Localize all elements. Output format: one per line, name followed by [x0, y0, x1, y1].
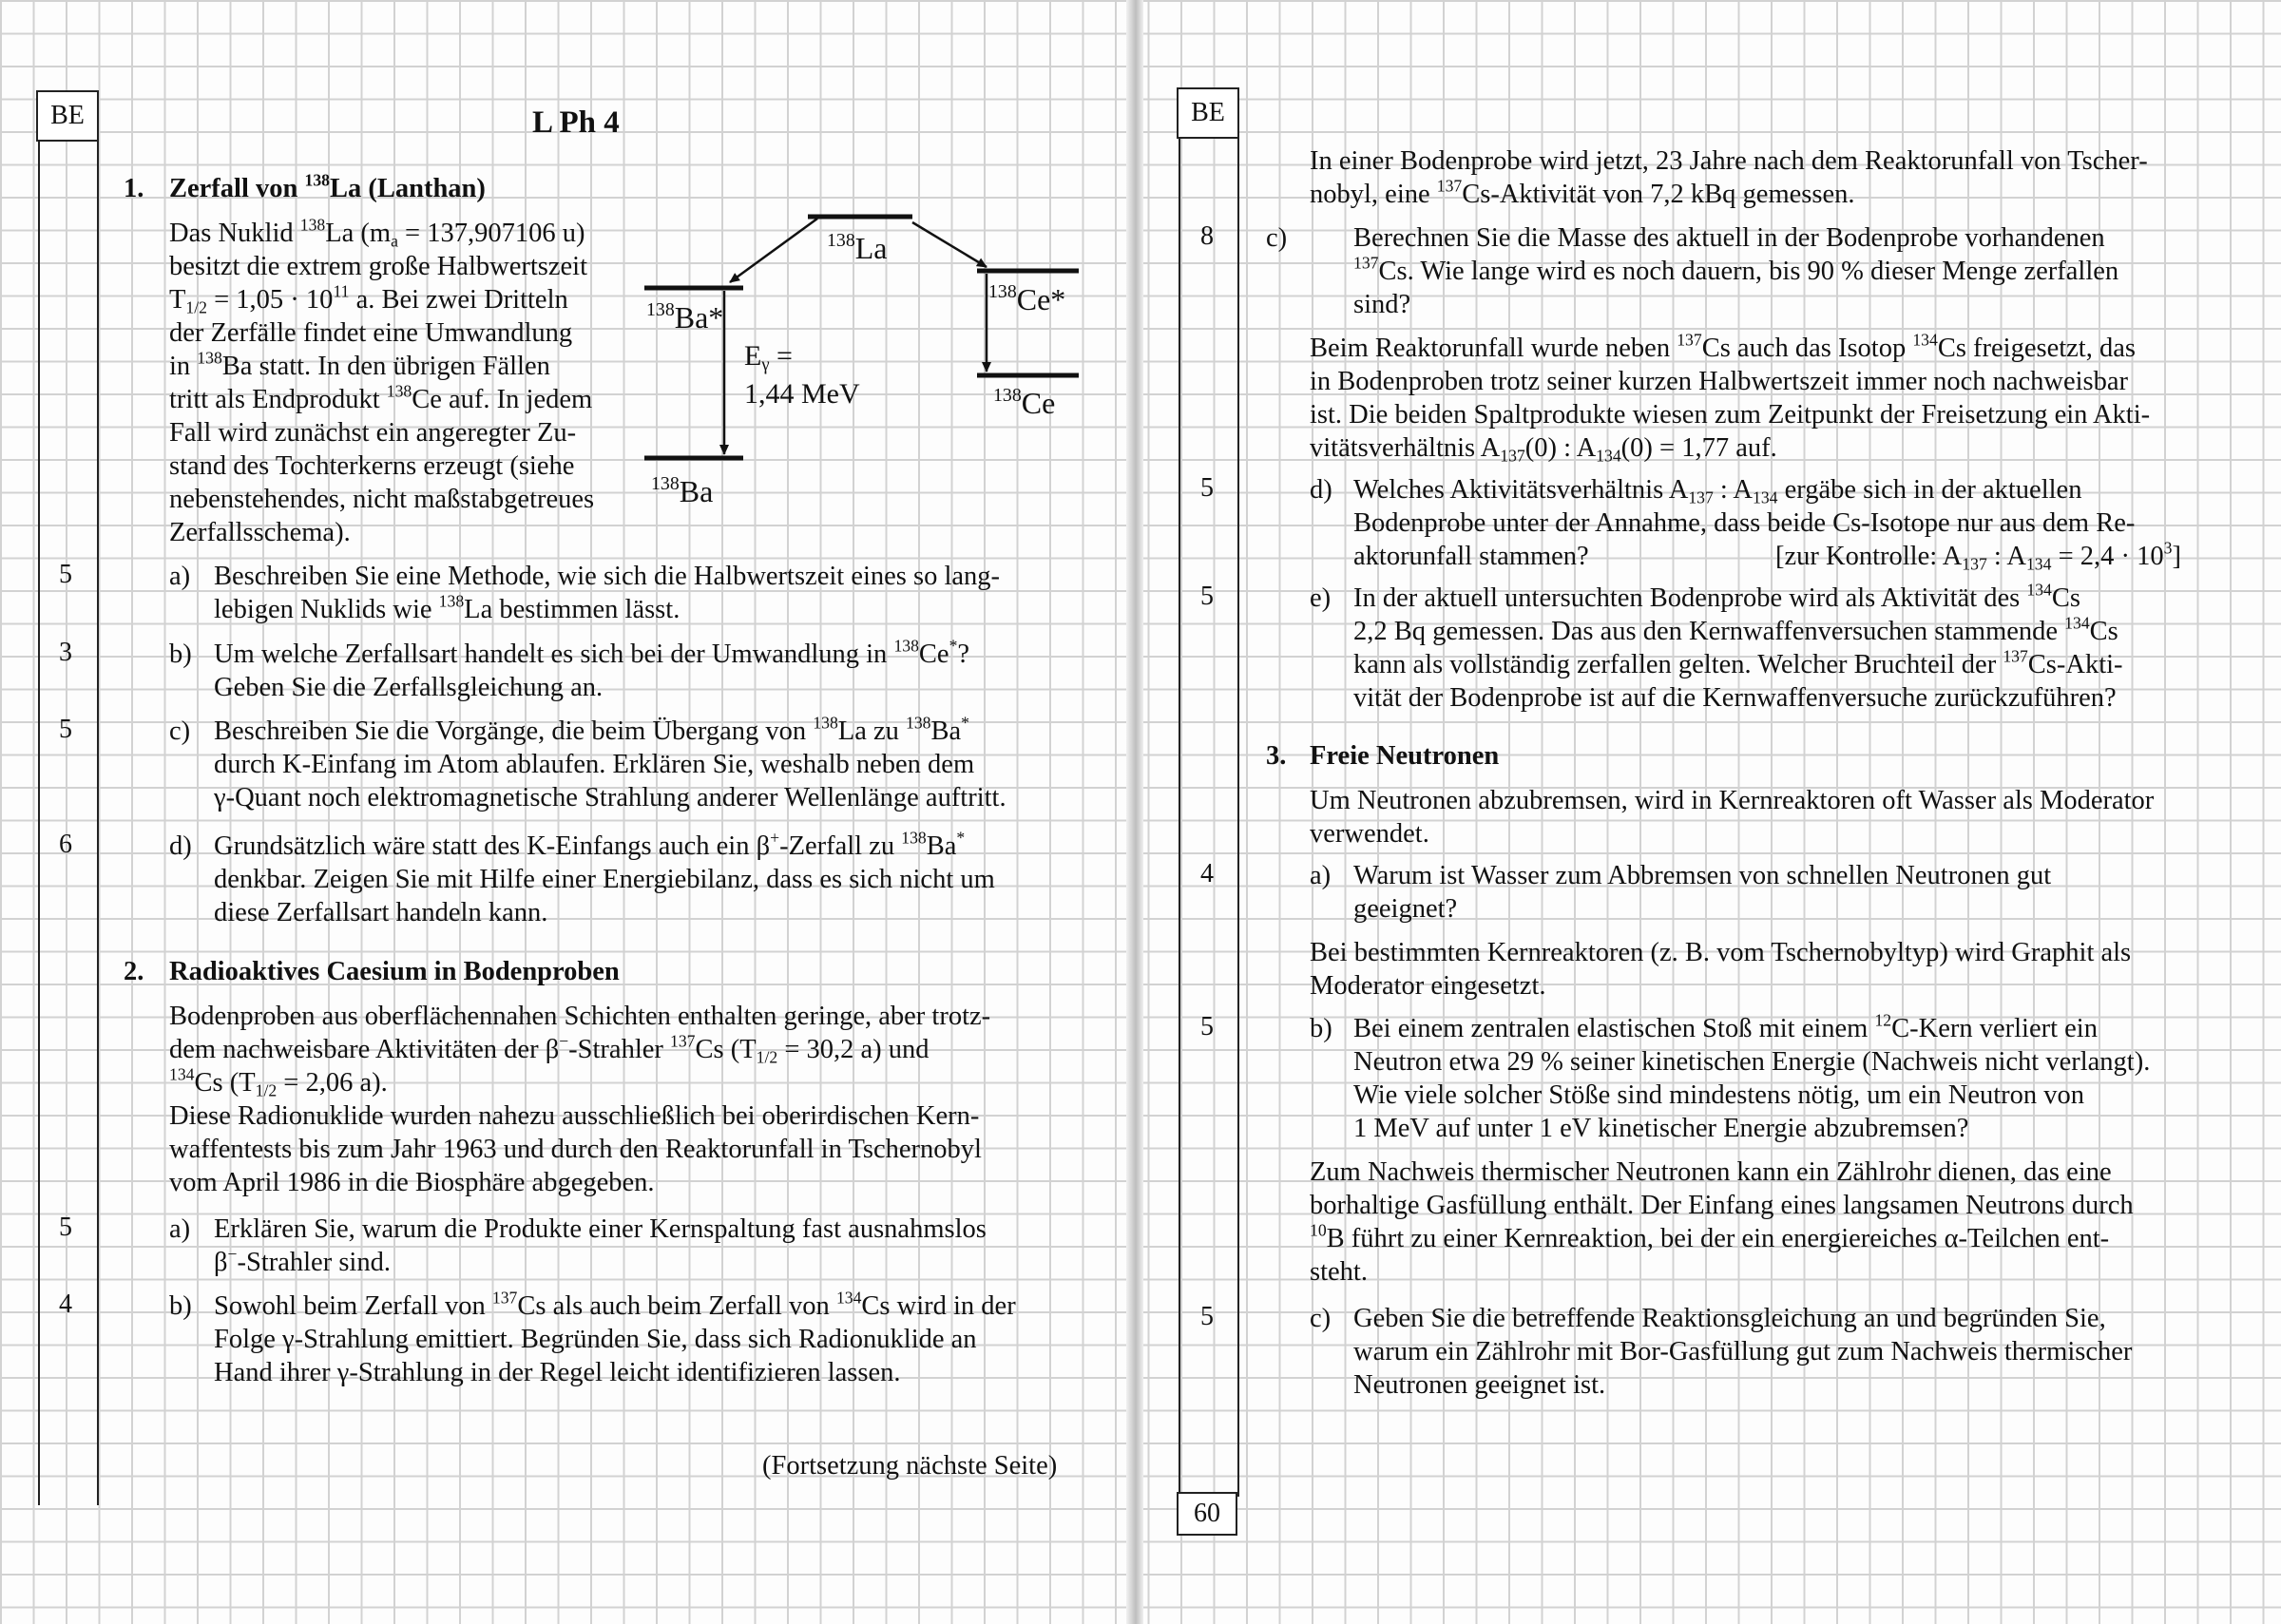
p-graphit-line: Moderator eingesetzt. [1310, 971, 1546, 1001]
task-line: Warum ist Wasser zum Abbremsen von schnellen Neutronen gut [1353, 861, 2052, 890]
section-2-title: Radioaktives Caesium in Bodenproben [169, 957, 620, 986]
task-line: Wie viele solcher Stöße sind mindestens nötig, um ein Neutron von [1353, 1080, 2085, 1110]
s1-intro-line: besitzt die extrem große Halbwertszeit [169, 252, 587, 281]
be-value: 5 [1200, 1302, 1214, 1331]
p-mid-line: in Bodenproben trotz seiner kurzen Halbwertszeit immer noch nachweisbar [1310, 367, 2129, 396]
task-label: c) [169, 716, 191, 746]
task-line: durch K-Einfang im Atom ablaufen. Erklären Sie, weshalb neben dem [214, 750, 975, 779]
s2-intro-line: dem nachweisbare Aktivitäten der β−-Strahler $^{137}$Cs ($T_{1/2} = 30,2$ a) und [169, 1031, 930, 1067]
task-line: 2,2 Bq gemessen. Das aus den Kernwaffenversuchen stammende $^{134}$Cs [1353, 613, 2118, 646]
label-ba: $^{138}$Ba [651, 473, 714, 508]
s2-intro-line: Bodenproben aus oberflächennahen Schichten enthalten geringe, aber trotz- [169, 1002, 991, 1031]
task-line: Erklären Sie, warum die Produkte einer Kernspaltung fast ausnahmslos [214, 1214, 987, 1244]
task-label: a) [169, 1214, 191, 1244]
s1-intro-line: tritt als Endprodukt $^{138}$Ce auf. In jedem [169, 381, 593, 414]
task-line: vität der Bodenprobe ist auf die Kernwaffenversuche zurückzuführen? [1353, 683, 2117, 713]
book-gutter [1126, 0, 1143, 1624]
s2-intro-line: waffentests bis zum Jahr 1963 und durch den Reaktorunfall in Tschernobyl [169, 1135, 982, 1164]
task-line: Berechnen Sie die Masse des aktuell in der Bodenprobe vorhandenen [1353, 223, 2105, 253]
section-3-title: Freie Neutronen [1310, 741, 1500, 771]
task-line: Geben Sie die Zerfallsgleichung an. [214, 673, 604, 702]
task-line: Geben Sie die betreffende Reaktionsgleichung an und begründen Sie, [1353, 1304, 2106, 1333]
be-column-right [1179, 90, 1239, 1497]
task-label: d) [169, 831, 192, 861]
label-egamma-value: 1,44 MeV [744, 378, 860, 410]
p-zaehlrohr-line: steht. [1310, 1257, 1368, 1287]
task-line: Beschreiben Sie eine Methode, wie sich die Halbwertszeit eines so lang- [214, 562, 1001, 591]
p-zaehlrohr-line: borhaltige Gasfüllung enthält. Der Einfang eines langsamen Neutrons durch [1310, 1191, 2134, 1220]
be-total: 60 [1177, 1492, 1237, 1536]
task-label: a) [1310, 861, 1332, 890]
be-value: 5 [1200, 1012, 1214, 1041]
s1-intro-line: der Zerfälle findet eine Umwandlung [169, 318, 573, 348]
s2-intro-line: $^{134}$Cs ($T_{1/2} = 2,06$ a). [169, 1064, 388, 1100]
task-label: e) [1310, 583, 1332, 613]
task-line: lebigen Nuklids wie $^{138}$La bestimmen lässt. [214, 591, 680, 624]
page-title: L Ph 4 [532, 105, 620, 140]
be-value: 4 [59, 1290, 72, 1319]
p-graphit-line: Bei bestimmten Kernreaktoren (z. B. vom Tschernobyltyp) wird Graphit als [1310, 938, 2132, 967]
task-line: Welches Aktivitätsverhältnis $A_{137}$ : $A_{134}$ ergäbe sich in der aktuellen [1353, 475, 2082, 507]
task-line: geeignet? [1353, 894, 1458, 924]
p-mid-line: ist. Die beiden Spaltprodukte wiesen zum Zeitpunkt der Freisetzung ein Akti- [1310, 400, 2151, 430]
continued-note: (Fortsetzung nächste Seite) [762, 1451, 1058, 1481]
task-line: aktorunfall stammen? [1353, 542, 1589, 571]
task-label: b) [169, 1291, 192, 1321]
be-value: 8 [1200, 221, 1214, 251]
task-label: c) [1310, 1304, 1332, 1333]
be-value: 5 [1200, 582, 1214, 611]
s1-intro-line: nebenstehendes, nicht maßstabgetreues [169, 485, 595, 514]
be-value: 6 [59, 830, 72, 859]
task-line: Um welche Zerfallsart handelt es sich bei der Umwandlung in $^{138}$Ce*? [214, 636, 970, 669]
be-header-right: BE [1177, 87, 1239, 139]
section-1-number: 1. [124, 174, 144, 203]
task-line: warum ein Zählrohr mit Bor-Gasfüllung gut zum Nachweis thermischer [1353, 1337, 2133, 1366]
task-line: kann als vollständig zerfallen gelten. Welcher Bruchteil der $^{137}$Cs-Akti- [1353, 646, 2123, 679]
task-line: Sowohl beim Zerfall von $^{137}$Cs als auch beim Zerfall von $^{134}$Cs wird in der [214, 1288, 1016, 1321]
s1-intro-line: Zerfallsschema). [169, 518, 351, 547]
s1-intro-line: Das Nuklid $^{138}$La ($m_a = 137,907106$ u) [169, 215, 585, 251]
s1-intro-line: stand des Tochterkerns erzeugt (siehe [169, 451, 575, 481]
task-line: β−-Strahler sind. [214, 1244, 391, 1277]
p-mid-line: vitätsverhältnis $A_{137}(0)$ : $A_{134}(0) = 1,77$ auf. [1310, 433, 1777, 466]
be-value: 3 [59, 638, 72, 667]
s3-intro-line: Um Neutronen abzubremsen, wird in Kernreaktoren oft Wasser als Moderator [1310, 786, 2155, 815]
be-value: 5 [59, 560, 72, 589]
p-intro-line: nobyl, eine $^{137}$Cs-Aktivität von 7,2 kBq gemessen. [1310, 176, 1855, 209]
label-egamma: $E_\gamma$ = [744, 340, 793, 375]
task-line: Beschreiben Sie die Vorgänge, die beim Übergang von $^{138}$La zu $^{138}$Ba* [214, 713, 969, 746]
arrow-la-to-ce-star [912, 222, 987, 267]
task-line: Bodenprobe unter der Annahme, dass beide Cs-Isotope nur aus dem Re- [1353, 508, 2136, 538]
s3-intro-line: verwendet. [1310, 819, 1429, 849]
p-intro-line: In einer Bodenprobe wird jetzt, 23 Jahre nach dem Reaktorunfall von Tscher- [1310, 146, 2148, 176]
p-zaehlrohr-line: $^{10}$B führt zu einer Kernreaktion, bei der ein energiereiches α-Teilchen ent- [1310, 1220, 2110, 1253]
be-header-left: BE [36, 90, 99, 142]
task-line: Neutronen geeignet ist. [1353, 1370, 1606, 1400]
s2-intro-line: vom April 1986 in die Biosphäre abgegeben. [169, 1168, 655, 1197]
task-line: sind? [1353, 290, 1411, 319]
be-value: 5 [59, 1213, 72, 1242]
label-ce-star: $^{138}$Ce* [988, 281, 1066, 316]
be-value: 5 [1200, 473, 1214, 503]
task-line: Grundsätzlich wäre statt des K-Einfangs auch ein β+-Zerfall zu $^{138}$Ba* [214, 828, 966, 861]
label-ba-star: $^{138}$Ba* [646, 299, 724, 334]
be-value: 4 [1200, 859, 1214, 888]
label-la: $^{138}$La [827, 230, 888, 265]
task-label: b) [1310, 1014, 1332, 1043]
arrow-la-to-ba-star [730, 219, 817, 282]
task-line: Bei einem zentralen elastischen Stoß mit einem $^{12}$C-Kern verliert ein [1353, 1010, 2098, 1043]
be-value: 5 [59, 715, 72, 744]
section-3-number: 3. [1266, 741, 1287, 771]
p-zaehlrohr-line: Zum Nachweis thermischer Neutronen kann ein Zählrohr dienen, das eine [1310, 1157, 2112, 1187]
task-line: $^{137}$Cs. Wie lange wird es noch dauern, bis 90 % dieser Menge zerfallen [1353, 253, 2119, 286]
task-label: c) [1266, 223, 1288, 253]
s1-intro-line: in $^{138}$Ba statt. In den übrigen Fällen [169, 348, 550, 381]
label-ce: $^{138}$Ce [993, 385, 1056, 420]
p-mid-line: Beim Reaktorunfall wurde neben $^{137}$Cs auch das Isotop $^{134}$Cs freigesetzt, das [1310, 330, 2136, 363]
task-line: γ-Quant noch elektromagnetische Strahlung anderer Wellenlänge auftritt. [214, 783, 1006, 812]
task-line: Folge γ-Strahlung emittiert. Begründen Sie, dass sich Radionuklide an [214, 1325, 977, 1354]
section-1-title: Zerfall von $^{138}$La (Lanthan) [169, 170, 486, 203]
task-label: a) [169, 562, 191, 591]
task-line: denkbar. Zeigen Sie mit Hilfe einer Energiebilanz, dass es sich nicht um [214, 865, 995, 894]
task-label: d) [1310, 475, 1332, 505]
task-line: In der aktuell untersuchten Bodenprobe wird als Aktivität des $^{134}$Cs [1353, 580, 2080, 613]
task-line: diese Zerfallsart handeln kann. [214, 898, 548, 927]
task-line: 1 MeV auf unter 1 eV kinetischer Energie abzubremsen? [1353, 1114, 1969, 1143]
task-line: Hand ihrer γ-Strahlung in der Regel leicht identifizieren lassen. [214, 1358, 901, 1387]
task-label: b) [169, 640, 192, 669]
s2-intro-line: Diese Radionuklide wurden nahezu ausschließlich bei oberirdischen Kern- [169, 1101, 980, 1131]
s1-intro-line: $T_{1/2} = 1,05 \cdot 10^{11}$ a. Bei zwei Dritteln [169, 281, 568, 317]
section-2-number: 2. [124, 957, 144, 986]
task-line: Neutron etwa 29 % seiner kinetischen Energie (Nachweis nicht verlangt). [1353, 1047, 2151, 1077]
s1-intro-line: Fall wird zunächst ein angeregter Zu- [169, 418, 577, 448]
kontrolle-hint: [zur Kontrolle: $A_{137}$ : $A_{134} = 2,4 \cdot 10^3$] [1775, 538, 2181, 574]
